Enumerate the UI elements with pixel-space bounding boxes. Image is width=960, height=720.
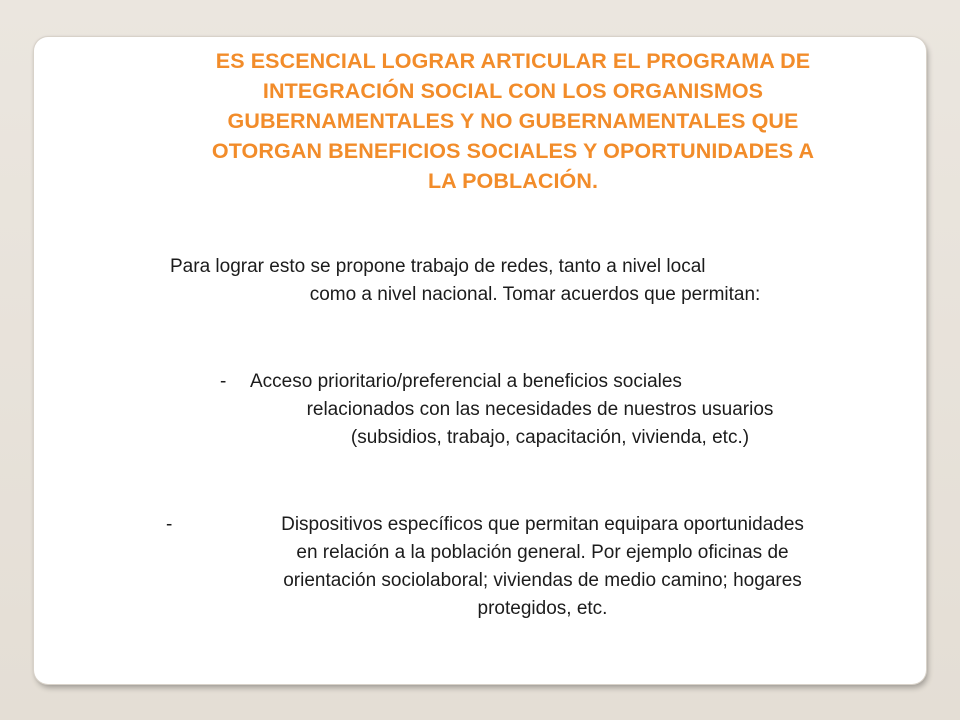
- bullet-line: Acceso prioritario/preferencial a beneficios sociales: [250, 371, 682, 392]
- bullet-item-devices: [160, 511, 885, 623]
- intro-line: como a nivel nacional. Tomar acuerdos que permitan:: [309, 284, 761, 305]
- bullet-line: orientación sociolaboral; viviendas de medio camino; hogares: [283, 570, 802, 591]
- bullet-line: en relación a la población general. Por ejemplo oficinas de: [296, 542, 789, 563]
- bullet-marker: -: [166, 514, 173, 535]
- bullet-marker: -: [220, 371, 227, 392]
- bullet-item-benefits: [210, 368, 870, 452]
- intro-paragraph: [170, 253, 860, 309]
- bullet-line: relacionados con las necesidades de nuestros usuarios: [306, 399, 774, 420]
- bullet-line: (subsidios, trabajo, capacitación, vivienda, etc.): [350, 427, 750, 448]
- title-line: INTEGRACIÓN SOCIAL CON LOS ORGANISMOS: [262, 79, 764, 103]
- title-line: LA POBLACIÓN.: [427, 169, 599, 193]
- title-line: GUBERNAMENTALES Y NO GUBERNAMENTALES QUE: [227, 109, 799, 133]
- title-line: ES ESCENCIAL LOGRAR ARTICULAR EL PROGRAMA DE: [215, 49, 811, 73]
- intro-line: Para lograr esto se propone trabajo de redes, tanto a nivel local: [170, 256, 706, 277]
- title-line: OTORGAN BENEFICIOS SOCIALES Y OPORTUNIDADES A: [211, 139, 815, 163]
- bullet-line: protegidos, etc.: [477, 598, 608, 619]
- slide-title: [0, 46, 960, 196]
- bullet-line: Dispositivos específicos que permitan equipara oportunidades: [281, 514, 804, 535]
